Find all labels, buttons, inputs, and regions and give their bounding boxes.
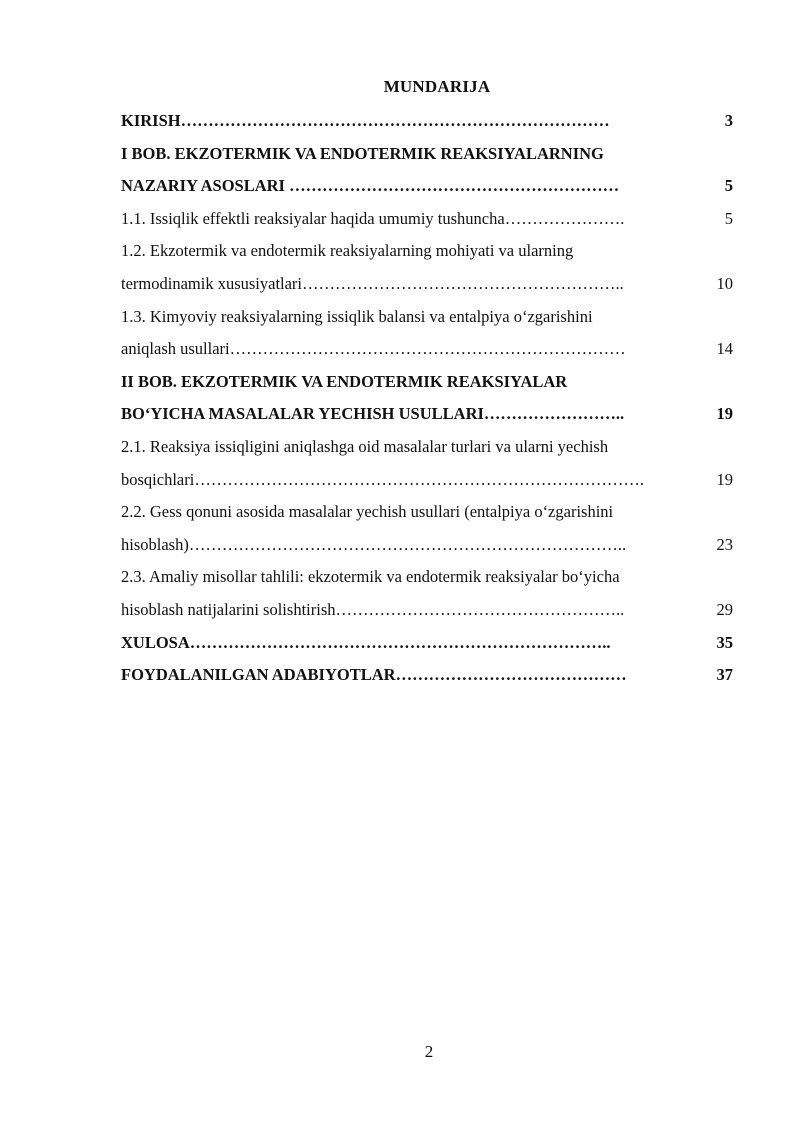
toc-leader-dots: …………………………………………….. — [335, 599, 625, 619]
toc-entry-1-2-line1 — [121, 239, 733, 272]
toc-entry-text: 2.3. Amaliy misollar tahlili: ekzotermik va endotermik reaksiyalar bo‘yicha — [121, 567, 620, 587]
toc-page-number: 5 — [724, 176, 733, 196]
toc-entry-text: I BOB. EKZOTERMIK VA ENDOTERMIK REAKSIYALARNING — [121, 143, 604, 163]
toc-entry-bob1-line2 — [121, 174, 733, 207]
toc-entry-text: II BOB. EKZOTERMIK VA ENDOTERMIK REAKSIYALAR — [121, 371, 568, 391]
toc-leader-dots: …………………………………………………… — [289, 176, 620, 196]
toc-page-number: 29 — [716, 599, 733, 619]
toc-entry-text: KIRISH — [121, 111, 181, 130]
toc-leader-dots: ………………………………………………………………………. — [194, 469, 644, 489]
toc-entry-2-2-line1 — [121, 500, 733, 533]
table-of-contents — [121, 109, 733, 696]
toc-entry-text: 1.1. Issiqlik effektli reaksiyalar haqida umumiy tushuncha — [121, 208, 505, 228]
toc-leader-dots: …………………………………………………………………… — [180, 111, 610, 130]
toc-entry-text: termodinamik xususiyatlari — [121, 273, 303, 293]
page-number: 2 — [424, 1042, 434, 1061]
toc-leader-dots: …………………….. — [483, 404, 625, 424]
toc-entry-text: NAZARIY ASOSLARI — [121, 176, 290, 196]
toc-leader-dots: ……………………………………………………………… — [229, 339, 626, 359]
toc-page-number: 23 — [716, 534, 733, 554]
toc-entry-text: XULOSA — [121, 632, 190, 652]
toc-leader-dots: …………………………………………………………………….. — [188, 534, 627, 554]
toc-entry-text: 2.1. Reaksiya issiqligini aniqlashga oid masalalar turlari va ularni yechish — [121, 436, 609, 456]
toc-entry-text: BO‘YICHA MASALALAR YECHISH USULLARI — [121, 404, 484, 424]
toc-entry-text: 1.3. Kimyoviy reaksiyalarning issiqlik balansi va entalpiya o‘zgarishini — [121, 306, 593, 326]
toc-page-number: 5 — [724, 208, 733, 228]
toc-entry-2-3-line1 — [121, 565, 733, 598]
toc-page-number: 35 — [716, 632, 733, 652]
toc-entry-1-3-line1 — [121, 305, 733, 338]
toc-leader-dots: ………………………………………………….. — [302, 273, 624, 293]
toc-page-number: 19 — [716, 404, 733, 424]
toc-page-number: 10 — [716, 273, 733, 293]
toc-entry-1-3-line2 — [121, 337, 733, 370]
toc-page-number: 19 — [716, 469, 733, 489]
toc-entry-kirish — [121, 109, 733, 142]
toc-leader-dots: ………………………………………………………………….. — [189, 632, 611, 652]
toc-page-number: 3 — [724, 111, 733, 130]
toc-entry-1-2-line2 — [121, 272, 733, 305]
toc-entry-bob2-line2 — [121, 402, 733, 435]
toc-leader-dots: …………………. — [504, 208, 625, 228]
toc-entry-text: bosqichlari — [121, 469, 195, 489]
toc-page-number: 14 — [716, 339, 733, 359]
toc-entry-2-1-line2 — [121, 468, 733, 501]
toc-entry-2-3-line2 — [121, 598, 733, 631]
toc-entry-text: 2.2. Gess qonuni asosida masalalar yechish usullari (entalpiya o‘zgarishini — [121, 502, 614, 522]
toc-entry-text: 1.2. Ekzotermik va endotermik reaksiyalarning mohiyati va ularning — [121, 241, 574, 261]
toc-entry-text: aniqlash usullari — [121, 339, 230, 359]
toc-title: MUNDARIJA — [383, 77, 491, 96]
toc-page-number: 37 — [716, 665, 733, 685]
toc-entry-2-2-line2 — [121, 533, 733, 566]
toc-entry-xulosa — [121, 631, 733, 664]
toc-leader-dots: …………………………………… — [395, 665, 627, 685]
toc-entry-text: FOYDALANILGAN ADABIYOTLAR — [121, 665, 396, 685]
toc-entry-bob1-line1 — [121, 142, 733, 175]
toc-entry-bob2-line1 — [121, 370, 733, 403]
toc-entry-text: hisoblash) — [121, 534, 189, 554]
toc-entry-2-1-line1 — [121, 435, 733, 468]
toc-entry-adabiyotlar — [121, 663, 733, 696]
toc-entry-text: hisoblash natijalarini solishtirish — [121, 599, 336, 619]
toc-entry-1-1 — [121, 207, 733, 240]
